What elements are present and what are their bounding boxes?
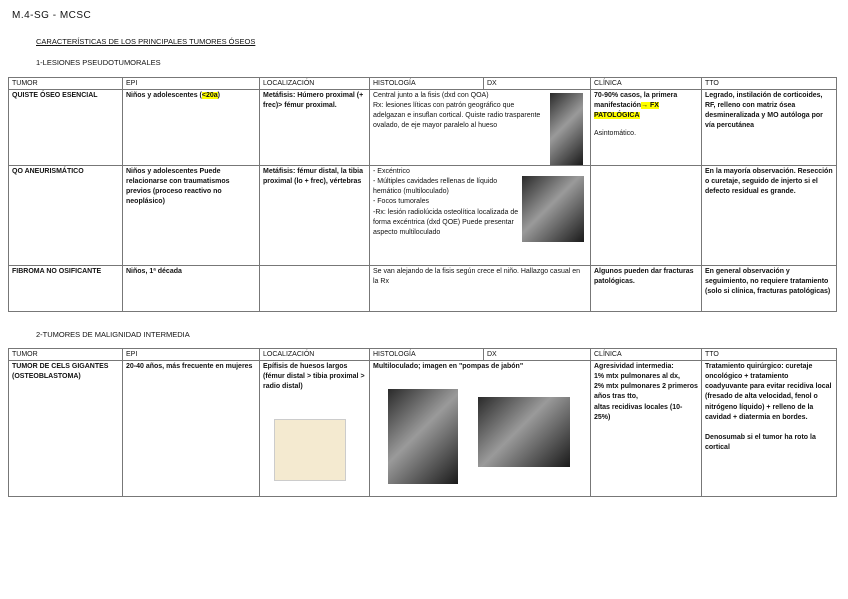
col-dx: DX — [484, 78, 591, 90]
cell-clinica: 70-90% casos, la primera manifestación→ FX PATOLÓGICA Asintomático. — [591, 90, 702, 166]
cell-tto: En la mayoría observación. Resección o curetaje, seguido de injerto si el defecto residual es grande. — [702, 166, 837, 266]
histologia-text: Multiloculado; imagen en "pompas de jabón" — [373, 363, 524, 370]
col-epi: EPI — [123, 349, 260, 361]
cell-tumor: TUMOR DE CELS GIGANTES (OSTEOBLASTOMA) — [9, 361, 123, 497]
cell-epi: Niños, 1ª década — [123, 266, 260, 312]
cell-histologia: Se van alejando de la fisis según crece el niño. Hallazgo casual en la Rx — [370, 266, 591, 312]
clinica-note: Asintomático. — [594, 130, 637, 138]
table-row — [9, 266, 837, 312]
cell-histologia — [370, 166, 591, 266]
table-row — [9, 90, 837, 166]
col-histologia: HISTOLOGÍA — [370, 78, 484, 90]
cell-localizacion — [260, 361, 370, 497]
pseudotumoral-table — [8, 77, 837, 312]
xray-image — [478, 397, 570, 467]
col-tumor: TUMOR — [9, 349, 123, 361]
xray-image — [550, 93, 583, 165]
table-header-row — [9, 78, 837, 90]
cell-tumor: QUISTE ÓSEO ESENCIAL — [9, 90, 123, 166]
col-epi: EPI — [123, 78, 260, 90]
col-tto: TTO — [702, 78, 837, 90]
table-header-row — [9, 349, 837, 361]
cell-clinica: Algunos pueden dar fracturas patológicas. — [591, 266, 702, 312]
table-row — [9, 166, 837, 266]
col-clinica: CLÍNICA — [591, 349, 702, 361]
col-clinica: CLÍNICA — [591, 78, 702, 90]
cell-epi: Niños y adolescentes (<20a) — [123, 90, 260, 166]
col-tumor: TUMOR — [9, 78, 123, 90]
document-title: CARACTERÍSTICAS DE LOS PRINCIPALES TUMORES ÓSEOS — [36, 37, 256, 46]
cell-epi: Niños y adolescentes Puede relacionarse con traumatismos previos (proceso reactivo no neoplásico) — [123, 166, 260, 266]
cell-tto: Tratamiento quirúrgico: curetaje oncológico + tratamiento coadyuvante para evitar recidiva local (fresado de alta velocidad, fenol o nitrógeno líquido) + relleno de la cavidad + diatermia en bordes. Denosumab si el tumor ha roto la cortical — [702, 361, 837, 497]
cell-localizacion: Metáfisis: Húmero proximal (+ frec)> fémur proximal. — [260, 90, 370, 166]
col-dx: DX — [484, 349, 591, 361]
histologia-text: - Excéntrico - Múltiples cavidades rellenas de líquido hemático (multiloculado) - Focos tumorales -Rx: lesión radiolúcida osteolítica localizada de forma excéntrica (dxd QOE) Puede presentar aspecto multiloculado — [373, 168, 519, 236]
header-note: M.4-SG - MCSC — [12, 10, 92, 21]
col-localizacion: LOCALIZACIÓN — [260, 349, 370, 361]
cell-clinica — [591, 166, 702, 266]
table-row — [9, 361, 837, 497]
section-2-title: 2-TUMORES DE MALIGNIDAD INTERMEDIA — [36, 330, 190, 339]
cell-histologia — [370, 90, 591, 166]
section-1-title: 1-LESIONES PSEUDOTUMORALES — [36, 58, 161, 67]
bone-illustration — [274, 419, 346, 481]
cell-tto: Legrado, instilación de corticoides, RF, relleno con matriz ósea desmineralizada y MO autóloga por vía percutánea — [702, 90, 837, 166]
col-localizacion: LOCALIZACIÓN — [260, 78, 370, 90]
cell-tumor: FIBROMA NO OSIFICANTE — [9, 266, 123, 312]
cell-localizacion: Metáfisis: fémur distal, la tibia proximal (lo + frec), vértebras — [260, 166, 370, 266]
histologia-text: Central junto a la fisis (dxd con QOA) Rx: lesiones líticas con patrón geográfico que adelgazan e insuflan cortical. Quiste radio trasparente ovalado, de eje mayor paralelo al hueso — [373, 92, 541, 130]
cell-clinica: Agresividad intermedia: 1% mtx pulmonares al dx, 2% mtx pulmonares 2 primeros años tras tto, altas recidivas locales (10-25%) — [591, 361, 702, 497]
col-tto: TTO — [702, 349, 837, 361]
intermediate-malignancy-table — [8, 348, 837, 497]
xray-image — [522, 176, 584, 242]
cell-localizacion — [260, 266, 370, 312]
epi-highlight: <20a — [201, 92, 218, 99]
xray-image — [388, 389, 458, 484]
cell-tto: En general observación y seguimiento, no requiere tratamiento (solo si clínica, fracturas patológicas) — [702, 266, 837, 312]
cell-histologia — [370, 361, 591, 497]
clinica-highlight: → FX PATOLÓGICA — [594, 102, 659, 120]
col-histologia: HISTOLOGÍA — [370, 349, 484, 361]
cell-tumor: QO ANEURISMÁTICO — [9, 166, 123, 266]
cell-epi: 20-40 años, más frecuente en mujeres — [123, 361, 260, 497]
localizacion-text: Epífisis de huesos largos (fémur distal > tibia proximal > radio distal) — [263, 363, 365, 391]
